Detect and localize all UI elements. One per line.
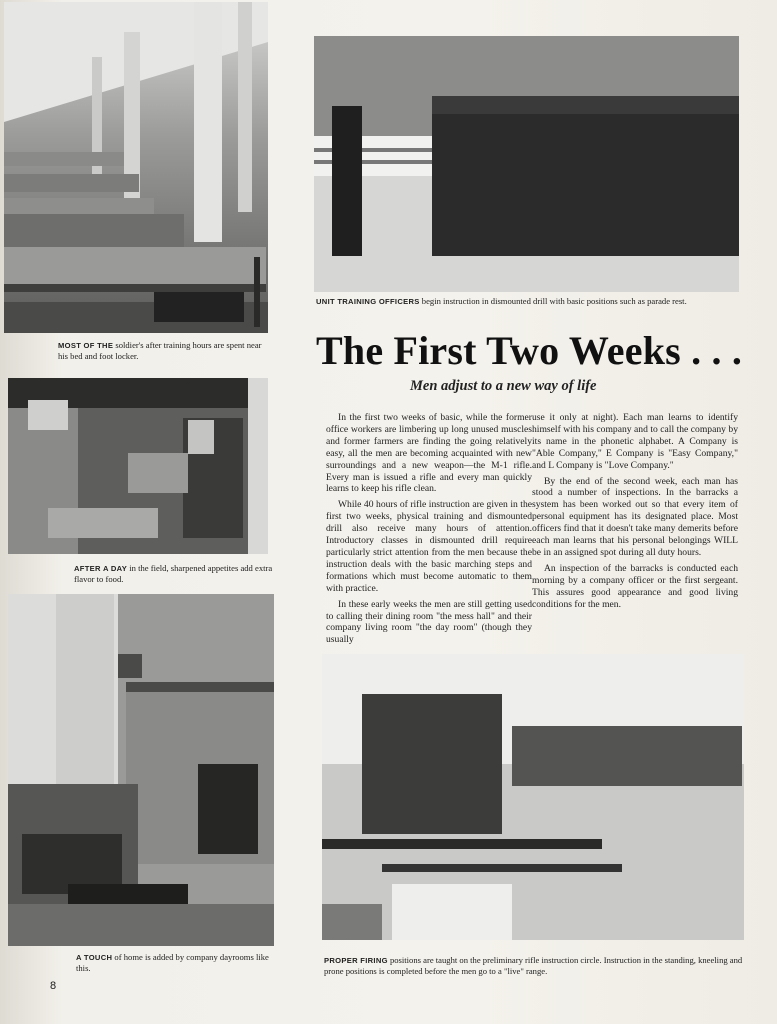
article-subhead: Men adjust to a new way of life — [410, 378, 597, 394]
drill-caption: UNIT TRAINING OFFICERS begin instruction in dismounted drill with basic positions such as parade rest. — [316, 296, 687, 306]
firing-photo — [322, 654, 744, 940]
body-paragraph: use it only at night). Each man learns to identify himself with his company and to call the company by its name in the phonetic alphabet. A Company is "Able Company," E Company is "Easy Company," and L Company is "Love Company." — [532, 412, 738, 471]
page-number: 8 — [50, 980, 57, 992]
article-headline: The First Two Weeks . . . — [316, 328, 743, 373]
dayroom-photo — [8, 594, 274, 946]
dayroom-caption: A TOUCH of home is added by company dayrooms like this. — [76, 952, 269, 973]
firing-caption: PROPER FIRING positions are taught on the preliminary rifle instruction circle. Instruction in the standing, kneeling and prone positions is completed before the men go to a "live" range. — [324, 955, 743, 976]
mess-caption: AFTER A DAY in the field, sharpened appetites add extra flavor to food. — [74, 563, 273, 584]
body-paragraph: While 40 hours of rifle instruction are given in the first two weeks, physical training and dismounted drill also receive many hours of attention. Introductory classes in dismounted drill require particularly strict attention from the men because the instruction deals with the basic marching steps and formations which must become automatic to them with practice. — [326, 499, 532, 594]
barracks-photo — [4, 2, 268, 333]
body-paragraph: In the first two weeks of basic, while the former office workers are limbering up long unused muscles and former farmers are finding the going relatively easy, all the men are becoming acquainted with new surroundings and a new weapon—the M-1 rifle. Every man is issued a rifle and every man quickly learns to keep his rifle clean. — [326, 412, 532, 495]
body-paragraph: By the end of the second week, each man has stood a number of inspections. In the barracks a system has been worked out so that every item of personal equipment has its designated place. Most officers find that it doesn't take many demerits before each man learns that his personal belongings WILL be in an assigned spot during all duty hours. — [532, 475, 738, 558]
drill-photo — [314, 36, 739, 292]
body-column-2 — [532, 412, 738, 615]
body-column-1 — [326, 412, 532, 650]
barracks-caption: MOST OF THE soldier's after training hours are spent near his bed and foot locker. — [58, 340, 262, 361]
mess-photo — [8, 378, 268, 554]
body-paragraph: An inspection of the barracks is conducted each morning by a company officer or the first sergeant. This assures good appearance and good living conditions for the men. — [532, 562, 738, 610]
body-paragraph: In these early weeks the men are still getting used to calling their dining room "the mess hall" and their company living room "the day room" (though they usually — [326, 598, 532, 646]
